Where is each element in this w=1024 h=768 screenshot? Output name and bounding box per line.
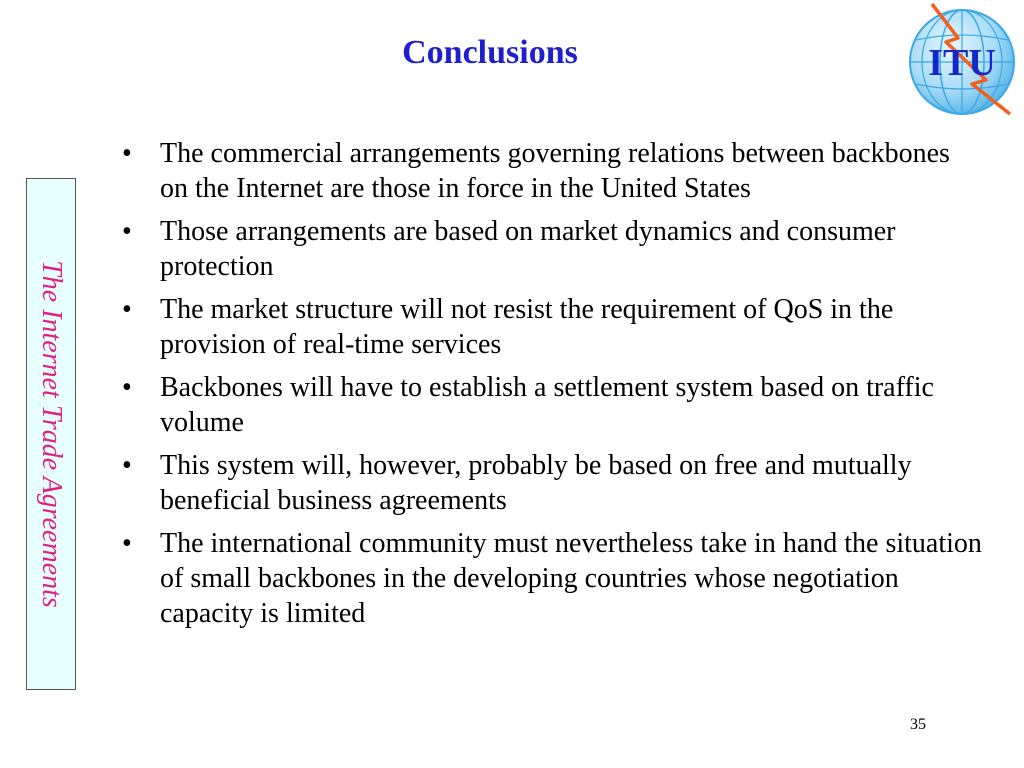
bullet-item — [122, 214, 982, 284]
bullet-icon: • — [122, 138, 132, 169]
bullet-icon: • — [122, 450, 132, 481]
bullet-icon: • — [122, 294, 132, 325]
bullet-text: Those arrangements are based on market dynamics and consumer protection — [160, 216, 896, 282]
bullet-item — [122, 526, 982, 631]
bullet-item — [122, 136, 982, 206]
bullet-text: The commercial arrangements governing relations between backbones on the Internet are those in force in the United States — [160, 138, 950, 204]
page-number: 35 — [910, 716, 926, 733]
slide-title: Conclusions — [402, 34, 578, 71]
sidebar-banner — [26, 178, 76, 690]
bullet-text: This system will, however, probably be based on free and mutually beneficial business agreements — [160, 450, 912, 516]
bullet-item — [122, 370, 982, 440]
bullet-text: Backbones will have to establish a settlement system based on traffic volume — [160, 372, 934, 438]
bullet-text: The market structure will not resist the requirement of QoS in the provision of real-time services — [160, 294, 894, 360]
bullet-item — [122, 448, 982, 518]
bullet-list — [122, 136, 982, 639]
bullet-text: The international community must nevertheless take in hand the situation of small backbones in the developing countries whose negotiation capacity is limited — [160, 528, 982, 629]
sidebar-title: The Internet Trade Agreements — [36, 260, 67, 608]
bullet-icon: • — [122, 372, 132, 403]
itu-logo-icon — [902, 2, 1020, 120]
bullet-item — [122, 292, 982, 362]
bullet-icon: • — [122, 216, 132, 247]
itu-logo-text: ITU — [928, 42, 996, 84]
bullet-icon: • — [122, 528, 132, 559]
